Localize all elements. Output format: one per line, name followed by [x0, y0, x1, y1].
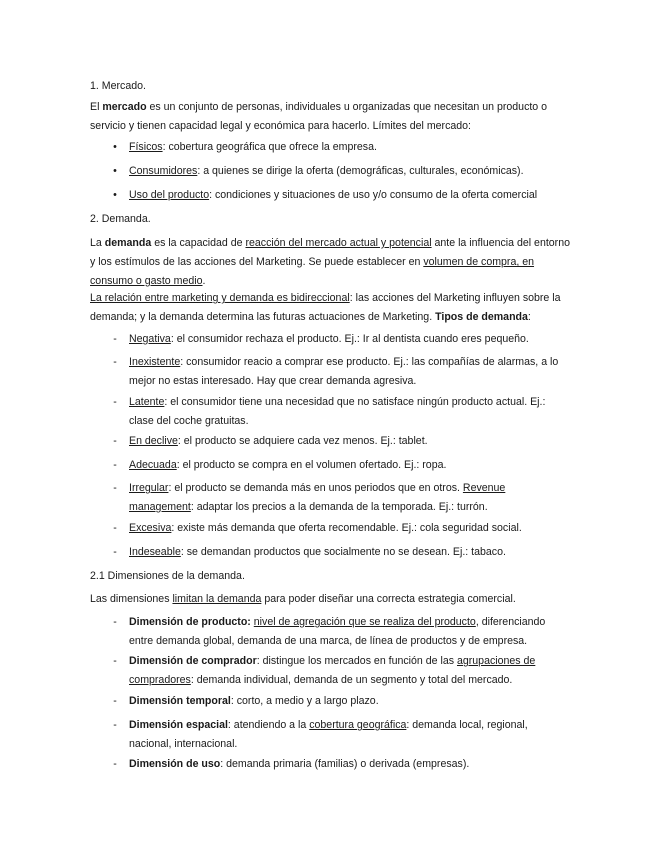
dimension-item	[90, 755, 570, 774]
limit-text	[129, 162, 570, 181]
underlined-text: Excesiva	[129, 522, 172, 534]
limit-text	[129, 186, 570, 205]
underlined-text: Indeseable	[129, 546, 181, 558]
text-run: es un conjunto de personas, individuales u organizadas que necesitan un producto o servicio y tienen capacidad legal y económica para hacerlo. Límites del mercado:	[90, 101, 548, 132]
dimension-text	[129, 652, 570, 690]
text-run: : corto, a medio y a largo plazo.	[230, 695, 379, 707]
demand-type-item	[90, 456, 570, 475]
underlined-text: limitan la demanda	[172, 593, 262, 605]
dash-marker: -	[113, 758, 117, 770]
text-run: : demanda primaria (familias) o derivada (empresas).	[220, 758, 470, 770]
text-run: ante la influencia del entorno y los estímulos de las acciones del Marketing. Se puede establecer en	[90, 237, 570, 268]
dimensiones-intro	[90, 590, 570, 609]
underlined-text: reacción del mercado actual y potencial	[245, 237, 432, 249]
bold-text: Dimensión de producto:	[129, 616, 251, 628]
underlined-text: Físicos	[129, 141, 163, 153]
demand-type-item	[90, 393, 570, 431]
limit-item	[90, 186, 570, 205]
underlined-text: Revenue management	[129, 482, 506, 513]
text-run: : se demandan productos que socialmente no se desean. Ej.: tabaco.	[180, 546, 506, 558]
demand-type-text	[129, 330, 570, 349]
dimension-item	[90, 692, 570, 711]
section-2-heading: 2. Demanda.	[90, 213, 151, 225]
text-run: : las acciones del Marketing influyen sobre la demanda; y la demanda determina las futuras actuaciones de Marketing.	[90, 292, 561, 323]
demand-type-item	[90, 432, 570, 451]
demand-type-item	[90, 330, 570, 349]
text-run: : distingue los mercados en función de las	[256, 655, 457, 667]
dash-marker: -	[113, 482, 117, 494]
dash-marker: -	[113, 435, 117, 447]
demand-type-item	[90, 353, 570, 391]
text-run: : condiciones y situaciones de uso y/o consumo de la oferta comercial	[209, 189, 538, 201]
mercado-definition	[90, 98, 570, 136]
dash-marker: -	[113, 655, 117, 667]
text-run: : existe más demanda que oferta recomendable. Ej.: cola seguridad social.	[171, 522, 522, 534]
text-run: El	[90, 101, 103, 113]
demand-type-text	[129, 479, 570, 517]
underlined-text: Negativa	[129, 333, 171, 345]
bold-text: demanda	[104, 237, 152, 249]
text-run: : cobertura geográfica que ofrece la empresa.	[162, 141, 377, 153]
bullet-marker: •	[113, 141, 117, 153]
dash-marker: -	[113, 356, 117, 368]
underlined-text: Adecuada	[129, 459, 177, 471]
demand-type-text	[129, 456, 570, 475]
bold-text: Dimensión de uso	[129, 758, 221, 770]
dash-marker: -	[113, 616, 117, 628]
relacion-paragraph	[90, 289, 570, 327]
text-run: : el producto se adquiere cada vez menos. Ej.: tablet.	[177, 435, 428, 447]
dimension-text	[129, 613, 570, 651]
bold-text: Tipos de demanda	[435, 311, 528, 323]
demand-type-text	[129, 543, 570, 562]
underlined-text: cobertura geográfica	[309, 719, 407, 731]
text-run: : a quienes se dirige la oferta (demográficas, culturales, económicas).	[197, 165, 524, 177]
dimension-item	[90, 716, 570, 754]
underlined-text: En declive	[129, 435, 178, 447]
demand-type-item	[90, 519, 570, 538]
underlined-text: volumen de compra, en consumo o gasto medio	[90, 256, 535, 287]
text-run: : atendiendo a la	[227, 719, 310, 731]
underlined-text: La relación entre marketing y demanda es bidireccional	[90, 292, 350, 304]
text-run: : el consumidor tiene una necesidad que no satisface ningún producto actual. Ej.: clase del coche gratuitas.	[129, 396, 546, 427]
dash-marker: -	[113, 396, 117, 408]
underlined-text: Irregular	[129, 482, 169, 494]
demand-type-text	[129, 432, 570, 451]
limit-text	[129, 138, 570, 157]
dimension-item	[90, 652, 570, 690]
text-run: Las dimensiones	[90, 593, 173, 605]
underlined-text: Inexistente	[129, 356, 181, 368]
section-2-1-heading: 2.1 Dimensiones de la demanda.	[90, 570, 245, 582]
text-run: , diferenciando entre demanda global, demanda de una marca, de línea de productos y de empresa.	[129, 616, 546, 647]
limit-item	[90, 138, 570, 157]
bold-text: Dimensión temporal	[129, 695, 231, 707]
text-run: es la capacidad de	[151, 237, 246, 249]
text-run: : el producto se compra en el volumen ofertado. Ej.: ropa.	[176, 459, 447, 471]
text-run: La	[90, 237, 105, 249]
dimension-item	[90, 613, 570, 651]
demand-type-item	[90, 543, 570, 562]
demand-type-text	[129, 393, 570, 431]
underlined-text: Consumidores	[129, 165, 198, 177]
text-run: : demanda local, regional, nacional, internacional.	[129, 719, 528, 750]
text-run: : el consumidor rechaza el producto. Ej.: Ir al dentista cuando eres pequeño.	[170, 333, 529, 345]
text-run: :	[527, 311, 531, 323]
demanda-definition	[90, 234, 570, 291]
dash-marker: -	[113, 459, 117, 471]
text-run: .	[202, 275, 206, 287]
demand-type-item	[90, 479, 570, 517]
dimension-text	[129, 692, 570, 711]
dimension-text	[129, 755, 570, 774]
section-1-heading: 1. Mercado.	[90, 80, 146, 92]
text-run: : demanda individual, demanda de un segmento y total del mercado.	[190, 674, 513, 686]
underlined-text: nivel de agregación que se realiza del producto	[253, 616, 476, 628]
underlined-text: Latente	[129, 396, 165, 408]
text-run: para poder diseñar una correcta estrategia comercial.	[261, 593, 516, 605]
bullet-marker: •	[113, 189, 117, 201]
dimension-text	[129, 716, 570, 754]
dash-marker: -	[113, 522, 117, 534]
demand-type-text	[129, 519, 570, 538]
text-run: : consumidor reacio a comprar ese producto. Ej.: las compañías de alarmas, a lo mejor no estas interesado. Hay que crear demanda agresiva.	[129, 356, 559, 387]
bold-text: Dimensión espacial	[129, 719, 228, 731]
underlined-text: agrupaciones de compradores	[129, 655, 536, 686]
bold-text: mercado	[102, 101, 147, 113]
dash-marker: -	[113, 333, 117, 345]
dash-marker: -	[113, 546, 117, 558]
dash-marker: -	[113, 695, 117, 707]
bold-text: Dimensión de comprador	[129, 655, 257, 667]
bullet-marker: •	[113, 165, 117, 177]
limit-item	[90, 162, 570, 181]
underlined-text: Uso del producto	[129, 189, 210, 201]
text-run: : el producto se demanda más en unos periodos que en otros.	[168, 482, 463, 494]
dash-marker: -	[113, 719, 117, 731]
text-run: : adaptar los precios a la demanda de la temporada. Ej.: turrón.	[190, 501, 488, 513]
demand-type-text	[129, 353, 570, 391]
